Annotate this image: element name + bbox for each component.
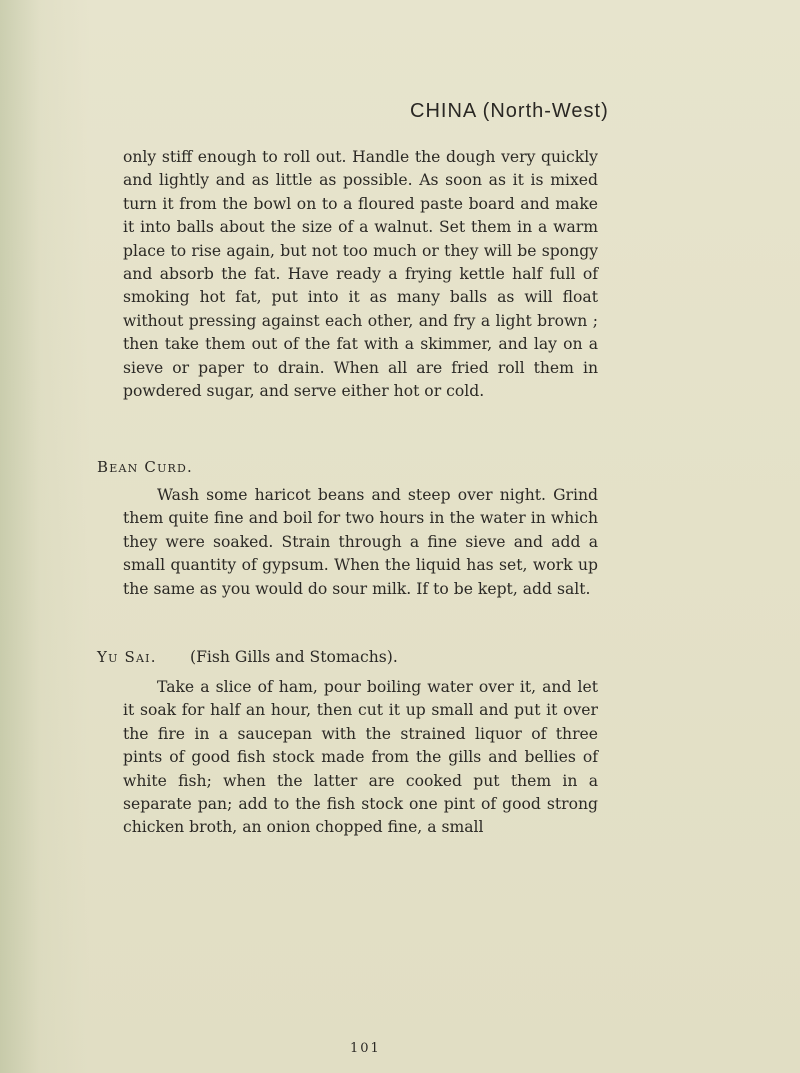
continued-paragraph: only stiff enough to roll out. Handle the dough very quickly and lightly and as little as possible. As soon as it is mixed turn it from the bowl on to a floured paste board and make it into balls about the size of a walnut. Set them in a warm place to rise again, but not too much or they will be spongy and absorb the fat. Have ready a frying kettle half full of smoking hot fat, put into it as many balls as will float without pressing against each other, and fry a light brown ; then take them out of the fat with a skimmer, and lay on a sieve or paper to drain. When all are fried roll them in powdered sugar, and serve either hot or cold.: [123, 148, 598, 401]
recipe-text-yu-sai: Take a slice of ham, pour boiling water over it, and let it soak for half an hour, then cut it up small and put it over the fire in a saucepan with the strained liquor of three pints of good fish stock made from the gills and bellies of white fish; when the latter are cooked put them in a separate pan; add to the fish stock one pint of good strong chicken broth, an onion chopped fine, a small: [123, 678, 598, 837]
running-head: CHINA (North-West): [410, 100, 609, 122]
recipe-heading-yu-sai: Yu Sai.: [97, 648, 157, 666]
page-number: 101: [350, 1041, 381, 1056]
recipe-heading-bean-curd: Bean Curd.: [97, 458, 194, 476]
recipe-text-bean-curd: Wash some haricot beans and steep over night. Grind them quite fine and boil for two hours in the water in which they were soaked. Strain through a fine sieve and add a small quantity of gypsum. When the liquid has set, work up the same as you would do sour milk. If to be kept, add salt.: [123, 486, 598, 598]
recipe-subtitle-yu-sai: (Fish Gills and Stomachs).: [190, 648, 398, 666]
